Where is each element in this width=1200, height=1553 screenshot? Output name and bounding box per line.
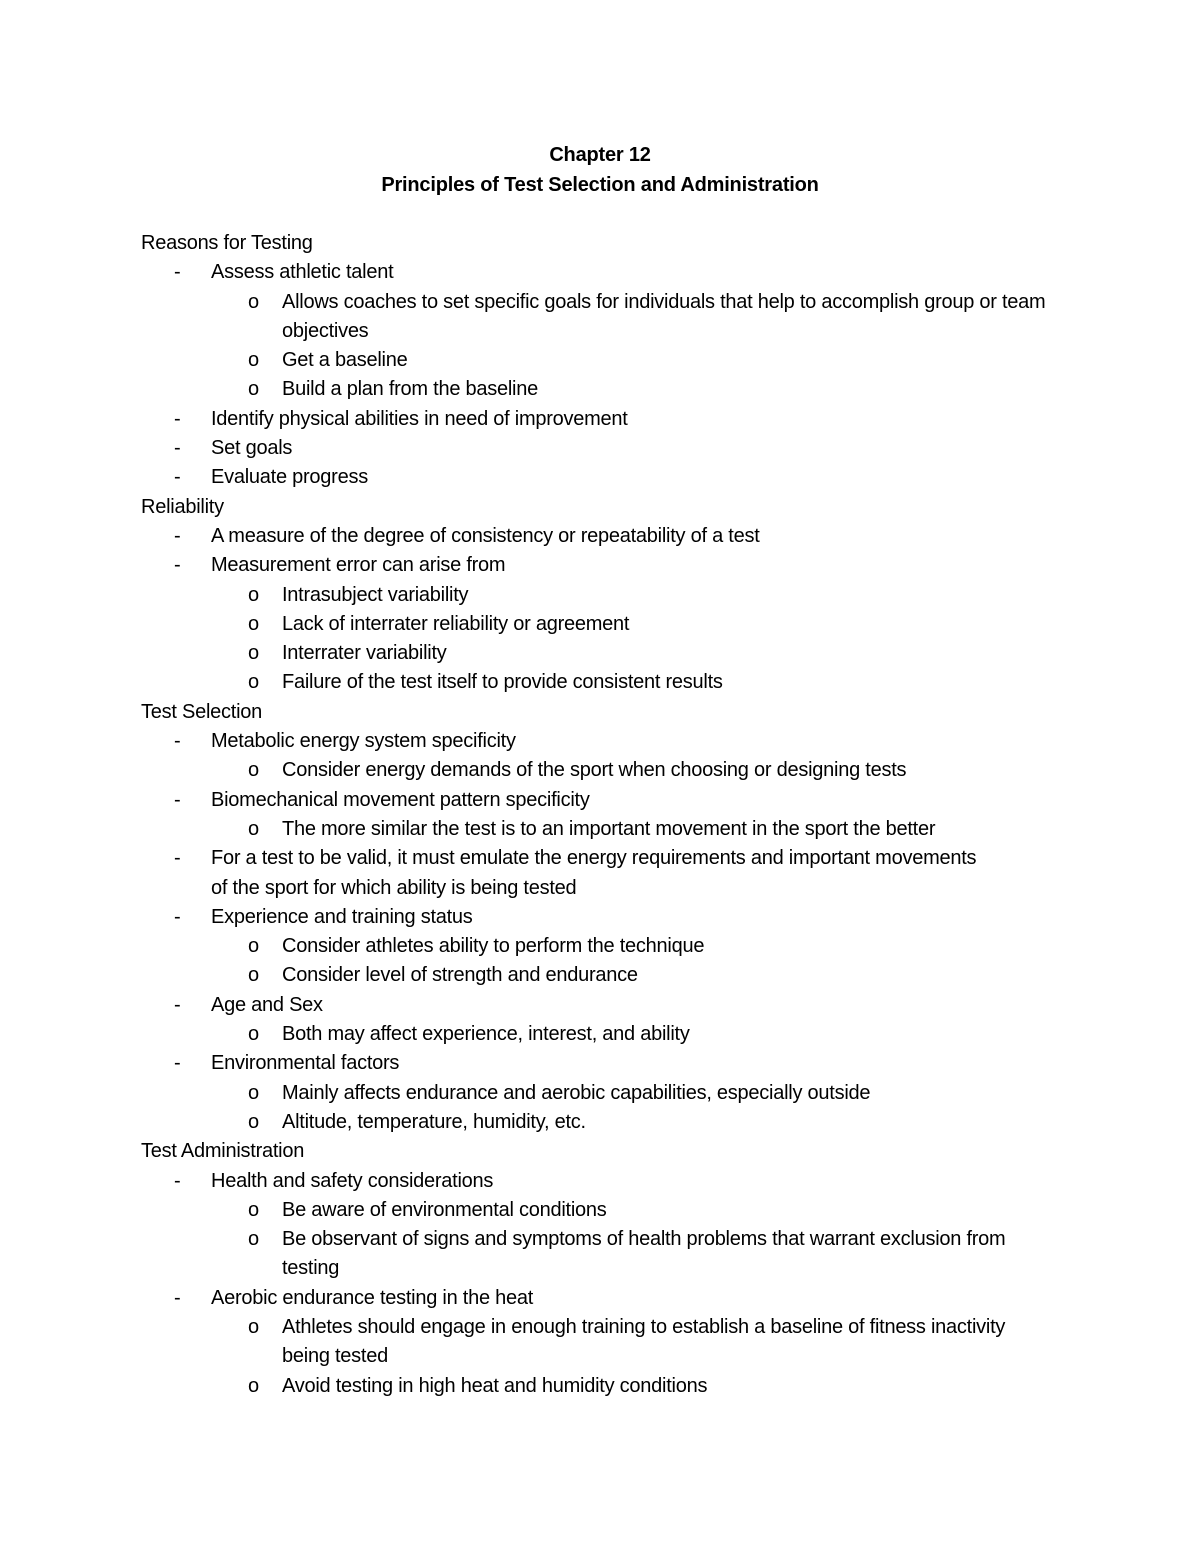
list-item-text: Environmental factors bbox=[211, 1052, 400, 1075]
sub-list-item bbox=[141, 668, 1071, 697]
dash-bullet-icon: - bbox=[174, 407, 181, 430]
sub-list-item bbox=[141, 610, 1071, 639]
list-item-text: Experience and training status bbox=[211, 905, 473, 928]
sub-list-item-text: Be aware of environmental conditions bbox=[282, 1198, 607, 1221]
sub-list-item-text: Interrater variability bbox=[282, 642, 447, 665]
sub-list-item-text: Athletes should engage in enough training to establish a baseline of fitness inactivity being tested bbox=[282, 1315, 1006, 1368]
list-item bbox=[141, 434, 1071, 463]
sub-list-item-text: The more similar the test is to an important movement in the sport the better bbox=[282, 817, 936, 840]
sub-list-item-text: Failure of the test itself to provide consistent results bbox=[282, 671, 723, 694]
dash-bullet-icon: - bbox=[174, 993, 181, 1016]
sub-list-item bbox=[141, 1020, 1071, 1049]
dash-bullet-icon: - bbox=[174, 1169, 181, 1192]
circle-bullet-icon: o bbox=[248, 759, 259, 782]
sub-list-item bbox=[141, 815, 1057, 844]
circle-bullet-icon: o bbox=[248, 817, 259, 840]
list-item bbox=[141, 991, 1071, 1020]
dash-bullet-icon: - bbox=[174, 1286, 181, 1309]
dash-bullet-icon: - bbox=[174, 466, 181, 489]
sub-list-item bbox=[141, 1196, 1071, 1225]
sub-list-item bbox=[141, 1313, 1057, 1372]
circle-bullet-icon: o bbox=[248, 935, 259, 958]
circle-bullet-icon: o bbox=[248, 964, 259, 987]
list-item-text: Aerobic endurance testing in the heat bbox=[211, 1286, 534, 1309]
sub-list-item bbox=[141, 961, 1071, 990]
section-heading: Reliability bbox=[141, 495, 224, 518]
list-item bbox=[141, 551, 1071, 580]
circle-bullet-icon: o bbox=[248, 290, 259, 313]
list-item-text: Biomechanical movement pattern specificity bbox=[211, 788, 590, 811]
dash-bullet-icon: - bbox=[174, 730, 181, 753]
list-item bbox=[141, 844, 991, 903]
circle-bullet-icon: o bbox=[248, 1198, 259, 1221]
list-item bbox=[141, 786, 1071, 815]
list-item bbox=[141, 1167, 1071, 1196]
sub-list-item-text: Altitude, temperature, humidity, etc. bbox=[282, 1110, 586, 1133]
section-heading: Test Selection bbox=[141, 700, 263, 723]
list-item bbox=[141, 1049, 1071, 1078]
list-item-text: Metabolic energy system specificity bbox=[211, 730, 516, 753]
sub-list-item-text: Avoid testing in high heat and humidity conditions bbox=[282, 1374, 708, 1397]
sub-list-item-text: Mainly affects endurance and aerobic capabilities, especially outside bbox=[282, 1081, 871, 1104]
list-item-text: Evaluate progress bbox=[211, 466, 368, 489]
list-item bbox=[141, 258, 1071, 287]
page-title: Principles of Test Selection and Administration bbox=[381, 174, 819, 196]
dash-bullet-icon: - bbox=[174, 554, 181, 577]
circle-bullet-icon: o bbox=[248, 671, 259, 694]
sub-list-item bbox=[141, 1079, 1071, 1108]
section-heading: Reasons for Testing bbox=[141, 232, 313, 254]
list-item bbox=[141, 1284, 1071, 1313]
sub-list-item-text: Be observant of signs and symptoms of health problems that warrant exclusion from testing bbox=[282, 1228, 1006, 1280]
circle-bullet-icon: o bbox=[248, 583, 259, 606]
list-item-text: Measurement error can arise from bbox=[211, 554, 506, 577]
sub-list-item bbox=[141, 932, 1071, 961]
circle-bullet-icon: o bbox=[248, 378, 259, 401]
sub-list-item-text: Both may affect experience, interest, and ability bbox=[282, 1023, 690, 1046]
sub-list-item-text: Consider energy demands of the sport when choosing or designing tests bbox=[282, 759, 907, 782]
chapter-label: Chapter 12 bbox=[549, 144, 651, 166]
sub-list-item-text: Lack of interrater reliability or agreement bbox=[282, 612, 630, 635]
sub-list-item bbox=[141, 756, 1071, 785]
sub-list-item bbox=[141, 1225, 1057, 1284]
list-item bbox=[141, 903, 1071, 932]
sub-list-item bbox=[141, 346, 1071, 375]
sub-list-item-text: Intrasubject variability bbox=[282, 583, 469, 606]
circle-bullet-icon: o bbox=[248, 1110, 259, 1133]
sub-list-item-text: Get a baseline bbox=[282, 349, 408, 372]
list-item bbox=[141, 405, 1071, 434]
sub-list-item-text: Consider level of strength and endurance bbox=[282, 964, 638, 987]
dash-bullet-icon: - bbox=[174, 788, 181, 811]
sub-list-item-text: Allows coaches to set specific goals for individuals that help to accomplish group or team objectives bbox=[282, 290, 1046, 342]
circle-bullet-icon: o bbox=[248, 1228, 259, 1251]
sub-list-item bbox=[141, 639, 1071, 668]
circle-bullet-icon: o bbox=[248, 1374, 259, 1397]
circle-bullet-icon: o bbox=[248, 642, 259, 665]
sub-list-item bbox=[141, 1372, 1071, 1401]
list-item-text: Assess athletic talent bbox=[211, 261, 394, 284]
circle-bullet-icon: o bbox=[248, 349, 259, 372]
sub-list-item-text: Consider athletes ability to perform the technique bbox=[282, 935, 705, 958]
dash-bullet-icon: - bbox=[174, 437, 181, 460]
list-item-text: Identify physical abilities in need of improvement bbox=[211, 407, 628, 430]
list-item bbox=[141, 463, 1071, 492]
list-item-text: Age and Sex bbox=[211, 993, 323, 1016]
circle-bullet-icon: o bbox=[248, 1315, 259, 1338]
dash-bullet-icon: - bbox=[174, 847, 181, 870]
list-item-text: Set goals bbox=[211, 437, 293, 460]
outline bbox=[141, 229, 1071, 1401]
list-item-text: For a test to be valid, it must emulate the energy requirements and important movements of the sport for which ability is being tested bbox=[211, 847, 977, 899]
dash-bullet-icon: - bbox=[174, 1052, 181, 1075]
sub-list-item bbox=[141, 375, 1071, 404]
dash-bullet-icon: - bbox=[174, 524, 181, 547]
list-item bbox=[141, 727, 1071, 756]
dash-bullet-icon: - bbox=[174, 905, 181, 928]
list-item-text: A measure of the degree of consistency or repeatability of a test bbox=[211, 524, 760, 547]
circle-bullet-icon: o bbox=[248, 612, 259, 635]
list-item bbox=[141, 522, 1071, 551]
sub-list-item bbox=[141, 1108, 1071, 1137]
sub-list-item bbox=[141, 581, 1071, 610]
dash-bullet-icon: - bbox=[174, 261, 181, 284]
sub-list-item bbox=[141, 288, 1057, 347]
circle-bullet-icon: o bbox=[248, 1081, 259, 1104]
sub-list-item-text: Build a plan from the baseline bbox=[282, 378, 538, 401]
list-item-text: Health and safety considerations bbox=[211, 1169, 494, 1192]
section-heading: Test Administration bbox=[141, 1140, 305, 1163]
circle-bullet-icon: o bbox=[248, 1023, 259, 1046]
